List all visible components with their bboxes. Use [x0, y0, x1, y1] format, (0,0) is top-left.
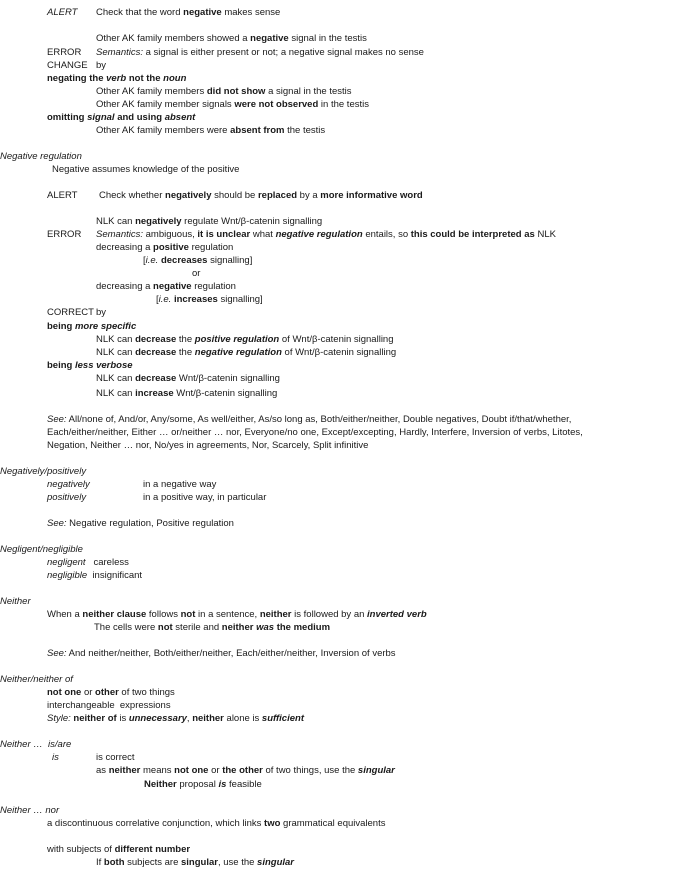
text-segment: by a: [297, 190, 321, 201]
text-line: [0, 674, 73, 686]
text-segment: Neither … nor: [0, 805, 60, 816]
text-segment: in a negative way: [143, 479, 217, 490]
text-segment: NLK can: [96, 216, 136, 227]
text-segment: insignificant: [87, 570, 143, 581]
text-segment: is correct: [96, 752, 135, 763]
text-segment: Negative regulation, Positive regulation: [66, 518, 234, 529]
text-segment: not: [180, 609, 196, 620]
text-line: [47, 427, 583, 439]
text-line: [47, 60, 88, 72]
text-segment: See:: [47, 414, 67, 425]
text-line: [47, 570, 142, 582]
text-line: [99, 190, 423, 202]
text-segment: Negative regulation: [0, 151, 82, 162]
text-segment: unnecessary: [128, 713, 187, 724]
text-segment: it is unclear: [197, 229, 251, 240]
text-line: [96, 99, 369, 111]
text-line: [47, 307, 94, 319]
text-segment: not: [157, 622, 173, 633]
text-segment: were not observed: [234, 99, 319, 110]
text-line: [144, 779, 262, 791]
text-segment: decrease: [135, 347, 177, 358]
text-line: [143, 492, 266, 504]
text-segment: a discontinuous correlative conjunction, which links: [47, 818, 265, 829]
text-line: [96, 334, 394, 346]
text-line: [96, 857, 294, 869]
text-segment: Negligent/negligible: [0, 544, 83, 555]
text-segment: alone is: [223, 713, 262, 724]
text-line: [96, 33, 367, 45]
text-segment: neither: [108, 765, 141, 776]
text-segment: If: [96, 857, 104, 868]
text-segment: i.e.: [145, 255, 159, 266]
text-segment: interchangeable expressions: [47, 700, 171, 711]
text-segment: is: [218, 779, 227, 790]
text-segment: Negatively/positively: [0, 466, 87, 477]
text-line: [0, 596, 31, 608]
text-segment: by: [96, 307, 107, 318]
text-segment: negatively: [47, 479, 90, 490]
text-line: [96, 60, 106, 72]
text-segment: ambiguous,: [143, 229, 198, 240]
text-line: [47, 190, 77, 202]
text-line: [47, 112, 195, 124]
text-line: [47, 492, 86, 504]
text-segment: signal in the testis: [288, 33, 367, 44]
text-segment: the other: [222, 765, 263, 776]
text-segment: proposal: [176, 779, 219, 790]
text-segment: both: [103, 857, 125, 868]
text-segment: ALERT: [47, 7, 78, 18]
text-segment: negative: [183, 7, 222, 18]
text-segment: Negative assumes knowledge of the positive: [52, 164, 240, 175]
text-segment: is: [116, 713, 129, 724]
text-segment: negatively: [135, 216, 182, 227]
text-segment: entails, so: [362, 229, 411, 240]
text-segment: singular: [257, 857, 294, 868]
text-line: [47, 648, 396, 660]
text-line: [94, 622, 330, 634]
text-segment: absent: [164, 112, 196, 123]
text-line: [47, 414, 571, 426]
text-segment: this could be interpreted as: [410, 229, 535, 240]
text-segment: not the: [126, 73, 164, 84]
text-segment: And neither/neither, Both/either/neither, Each/either/neither, Inversion of verbs: [66, 648, 396, 659]
text-segment: and using: [114, 112, 165, 123]
text-segment: ALERT: [47, 190, 78, 201]
text-segment: signalling]: [207, 255, 253, 266]
text-segment: negative regulation: [275, 229, 363, 240]
text-segment: Other AK family members: [96, 86, 207, 97]
text-segment: Each/either/neither, Either … or/neither … nor, Everyone/no one, Except/excepting, Hardly, Interfere, Inversion of verbs, Litotes,: [47, 427, 583, 438]
text-line: [143, 479, 216, 491]
text-line: [96, 125, 325, 137]
text-segment: did not show: [206, 86, 266, 97]
text-segment: Wnt/β-catenin signalling: [176, 373, 280, 384]
text-line: [96, 242, 233, 254]
text-segment: See:: [47, 648, 67, 659]
text-segment: makes sense: [221, 7, 281, 18]
text-segment: Check whether: [99, 190, 166, 201]
text-segment: the medium: [274, 622, 331, 633]
text-segment: neither clause: [82, 609, 147, 620]
text-line: [47, 818, 385, 830]
text-segment: [: [156, 294, 159, 305]
text-line: [156, 294, 263, 306]
text-segment: NLK: [534, 229, 556, 240]
text-segment: negligent: [47, 557, 86, 568]
text-segment: ,: [186, 713, 193, 724]
text-segment: more specific: [74, 321, 137, 332]
text-segment: the: [176, 347, 195, 358]
text-segment: a signal is either present or not; a negative signal makes no sense: [143, 47, 424, 58]
text-segment: verb: [106, 73, 127, 84]
text-line: [47, 229, 81, 241]
text-segment: ERROR: [47, 229, 82, 240]
text-segment: careless: [85, 557, 129, 568]
text-segment: neither: [192, 713, 224, 724]
text-segment: negative: [153, 281, 192, 292]
text-line: [96, 86, 352, 98]
text-segment: Neither: [144, 779, 177, 790]
text-line: [96, 388, 277, 400]
text-line: [52, 164, 239, 176]
text-segment: sufficient: [261, 713, 304, 724]
text-segment: sterile and: [172, 622, 222, 633]
text-line: [52, 752, 59, 764]
text-segment: negating the: [47, 73, 107, 84]
text-segment: neither of: [73, 713, 117, 724]
text-segment: means: [140, 765, 175, 776]
text-line: [47, 687, 175, 699]
text-segment: ERROR: [47, 47, 82, 58]
text-line: [96, 347, 396, 359]
text-segment: Other AK family members showed a: [96, 33, 251, 44]
text-line: [47, 479, 90, 491]
text-line: [192, 268, 200, 280]
text-segment: Neither … is/are: [0, 739, 72, 750]
text-segment: i.e.: [158, 294, 172, 305]
text-segment: omitting: [47, 112, 88, 123]
text-segment: different number: [114, 844, 191, 855]
text-line: [96, 281, 236, 293]
text-segment: neither: [259, 609, 292, 620]
text-segment: being: [47, 321, 75, 332]
text-line: [0, 151, 82, 163]
text-segment: negative: [250, 33, 289, 44]
text-segment: decrease: [135, 334, 177, 345]
text-line: [47, 518, 234, 530]
text-segment: When a: [47, 609, 83, 620]
text-segment: should be: [211, 190, 258, 201]
text-segment: See:: [47, 518, 67, 529]
text-segment: replaced: [257, 190, 298, 201]
text-line: [47, 360, 133, 372]
text-line: [96, 373, 280, 385]
text-segment: regulate Wnt/β-catenin signalling: [181, 216, 323, 227]
text-segment: grammatical equivalents: [280, 818, 386, 829]
text-segment: CHANGE: [47, 60, 88, 71]
text-segment: regulation: [191, 281, 236, 292]
text-segment: [: [143, 255, 146, 266]
text-line: [47, 700, 171, 712]
text-segment: Negation, Neither … nor, No/yes in agreements, Nor, Scarcely, Split infinitive: [47, 440, 369, 451]
text-line: [47, 557, 129, 569]
text-segment: of two things, use the: [262, 765, 358, 776]
text-segment: subjects are: [124, 857, 181, 868]
text-segment: positively: [47, 492, 87, 503]
text-line: [96, 7, 280, 19]
text-line: [47, 713, 304, 725]
text-segment: Wnt/β-catenin signalling: [173, 388, 278, 399]
text-segment: is: [52, 752, 59, 763]
text-segment: more informative word: [320, 190, 423, 201]
text-segment: the testis: [284, 125, 326, 136]
text-segment: Semantics:: [96, 229, 143, 240]
text-segment: NLK can: [96, 373, 136, 384]
text-segment: signal: [87, 112, 115, 123]
text-segment: what: [250, 229, 276, 240]
text-segment: positive: [153, 242, 189, 253]
text-segment: Style:: [47, 713, 71, 724]
text-segment: The cells were: [94, 622, 158, 633]
text-line: [47, 609, 427, 621]
text-segment: was: [256, 622, 275, 633]
text-segment: negative regulation: [194, 347, 282, 358]
text-segment: CORRECT: [47, 307, 94, 318]
text-line: [47, 844, 190, 856]
text-line: [47, 7, 77, 19]
text-segment: not one: [174, 765, 209, 776]
text-line: [96, 47, 424, 59]
text-line: [96, 216, 322, 228]
text-segment: increases: [173, 294, 218, 305]
text-segment: is followed by an: [291, 609, 368, 620]
text-segment: of Wnt/β-catenin signalling: [281, 347, 397, 358]
text-segment: Other AK family member signals: [96, 99, 235, 110]
text-line: [47, 440, 368, 452]
text-line: [0, 805, 59, 817]
text-segment: Other AK family members were: [96, 125, 231, 136]
text-segment: decreases: [160, 255, 208, 266]
text-line: [0, 739, 71, 751]
text-segment: noun: [163, 73, 187, 84]
text-segment: singular: [181, 857, 218, 868]
text-segment: in a positive way, in particular: [143, 492, 267, 503]
text-segment: NLK can: [96, 347, 136, 358]
text-line: [0, 466, 86, 478]
text-segment: Semantics:: [96, 47, 143, 58]
text-segment: the: [176, 334, 195, 345]
text-line: [0, 544, 83, 556]
text-line: [47, 321, 136, 333]
text-segment: a signal in the testis: [265, 86, 352, 97]
text-segment: , use the: [217, 857, 258, 868]
text-segment: regulation: [188, 242, 234, 253]
text-segment: or: [208, 765, 223, 776]
text-segment: signalling]: [217, 294, 263, 305]
text-segment: decrease: [135, 373, 177, 384]
text-segment: with subjects of: [47, 844, 115, 855]
text-line: [47, 73, 186, 85]
text-line: [96, 229, 556, 241]
text-segment: not one: [47, 687, 82, 698]
text-segment: less verbose: [74, 360, 133, 371]
text-segment: absent from: [230, 125, 285, 136]
text-segment: neither: [221, 622, 257, 633]
text-segment: singular: [357, 765, 395, 776]
text-segment: feasible: [226, 779, 262, 790]
text-segment: as: [96, 765, 109, 776]
text-segment: negligible: [47, 570, 88, 581]
text-segment: NLK can: [96, 388, 136, 399]
text-segment: follows: [146, 609, 181, 620]
text-segment: being: [47, 360, 75, 371]
text-segment: or: [192, 268, 201, 279]
text-line: [96, 307, 106, 319]
text-segment: increase: [135, 388, 174, 399]
text-segment: in a sentence,: [195, 609, 260, 620]
text-line: [96, 752, 135, 764]
text-segment: positive regulation: [194, 334, 280, 345]
text-segment: decreasing a: [96, 242, 154, 253]
text-line: [47, 47, 81, 59]
text-segment: by: [96, 60, 107, 71]
text-segment: negatively: [165, 190, 212, 201]
text-segment: in the testis: [318, 99, 369, 110]
text-line: [143, 255, 252, 267]
text-segment: decreasing a: [96, 281, 154, 292]
text-segment: Check that the word: [96, 7, 184, 18]
text-segment: All/none of, And/or, Any/some, As well/either, As/so long as, Both/either/neither, Double negatives, Doubt if/that/whether,: [66, 414, 572, 425]
text-segment: Neither/neither of: [0, 674, 73, 685]
text-segment: two: [264, 818, 281, 829]
text-segment: NLK can: [96, 334, 136, 345]
text-segment: or: [81, 687, 96, 698]
text-segment: of Wnt/β-catenin signalling: [279, 334, 394, 345]
text-segment: Neither: [0, 596, 31, 607]
text-segment: of two things: [118, 687, 175, 698]
text-line: [96, 765, 395, 777]
text-segment: other: [95, 687, 119, 698]
text-segment: inverted verb: [367, 609, 427, 620]
